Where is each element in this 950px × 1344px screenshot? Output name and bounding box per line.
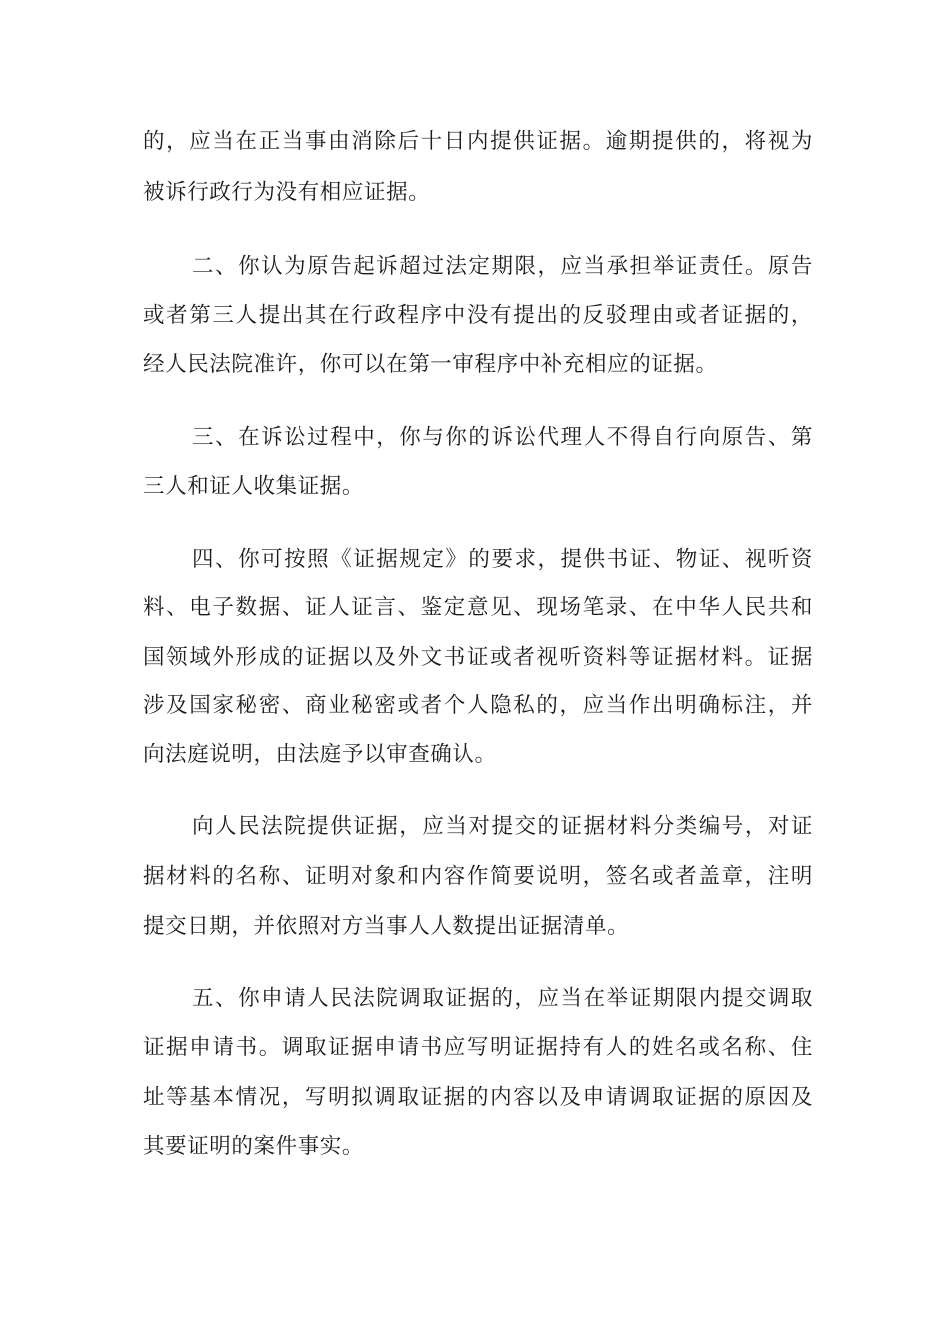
paragraph-line: 三、在诉讼过程中，你与你的诉讼代理人不得自行向原告、第 <box>192 425 813 450</box>
paragraph-line: 三人和证人收集证据。 <box>143 474 365 499</box>
paragraph-line: 被诉行政行为没有相应证据。 <box>143 180 431 205</box>
paragraph-line: 向法庭说明，由法庭予以审查确认。 <box>143 742 497 767</box>
paragraph-line: 二、你认为原告起诉超过法定期限，应当承担举证责任。原告 <box>192 254 813 279</box>
paragraph-line: 五、你申请人民法院调取证据的，应当在举证期限内提交调取 <box>192 986 813 1011</box>
paragraph-line: 的，应当在正当事由消除后十日内提供证据。逾期提供的，将视为 <box>143 129 813 154</box>
paragraph-line: 经人民法院准许，你可以在第一审程序中补充相应的证据。 <box>143 352 718 377</box>
paragraph-line: 向人民法院提供证据，应当对提交的证据材料分类编号，对证 <box>192 814 813 839</box>
paragraph-line: 或者第三人提出其在行政程序中没有提出的反驳理由或者证据的， <box>143 303 813 328</box>
paragraph-line: 国领域外形成的证据以及外文书证或者视听资料等证据材料。证据 <box>143 645 813 670</box>
paragraph-line: 四、你可按照《证据规定》的要求，提供书证、物证、视听资 <box>192 547 813 572</box>
paragraph-line: 其要证明的案件事实。 <box>143 1134 365 1159</box>
paragraph-line: 料、电子数据、证人证言、鉴定意见、现场笔录、在中华人民共和 <box>143 595 813 620</box>
paragraph-line: 证据申请书。调取证据申请书应写明证据持有人的姓名或名称、住 <box>143 1035 813 1060</box>
paragraph-line: 提交日期，并依照对方当事人人数提出证据清单。 <box>143 914 630 939</box>
paragraph-line: 涉及国家秘密、商业秘密或者个人隐私的，应当作出明确标注，并 <box>143 693 813 718</box>
paragraph-line: 据材料的名称、证明对象和内容作简要说明，签名或者盖章，注明 <box>143 864 813 889</box>
paragraph-line: 址等基本情况，写明拟调取证据的内容以及申请调取证据的原因及 <box>143 1085 813 1110</box>
